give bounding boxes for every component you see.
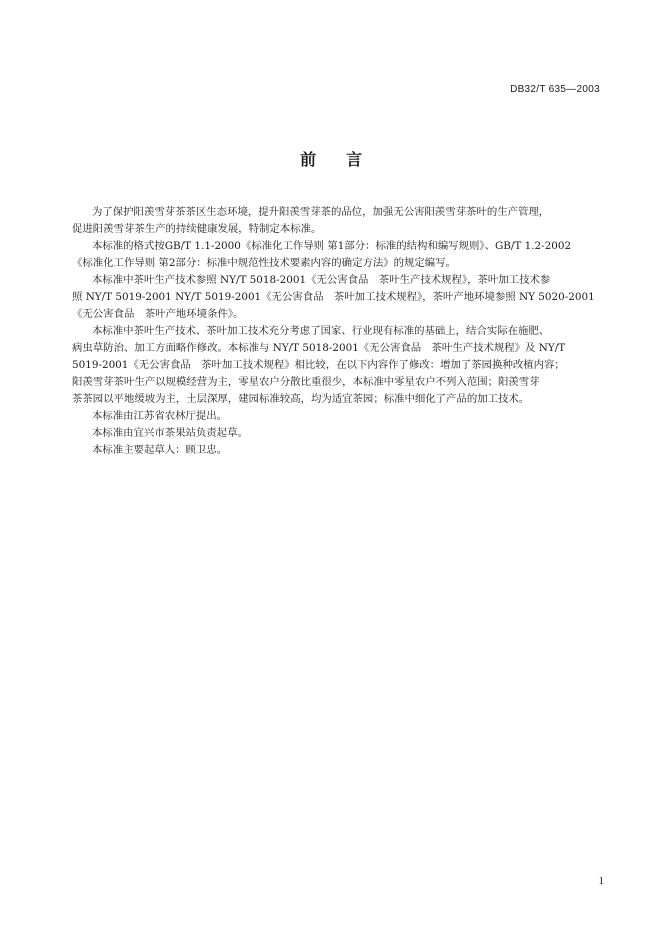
- text-line: 5019-2001《无公害食品 茶叶加工技术规程》相比较，在以下内容作了修改：增加了茶园换种改植内容；: [72, 359, 565, 371]
- text-line: 本标准主要起草人：顾卫忠。: [92, 444, 228, 456]
- text-line: 《无公害食品 茶叶产地环境条件》。: [72, 308, 244, 320]
- text-line: 《标准化工作导则 第2部分：标准中规范性技术要素内容的确定方法》的规定编写。: [72, 257, 456, 269]
- text-line: 本标准的格式按GB/T 1.1-2000《标准化工作导则 第1部分：标准的结构和编写规则》、GB/T 1.2-2002: [92, 240, 572, 252]
- page-number: 1: [598, 875, 604, 887]
- text-line: 促进阳羡雪芽茶生产的持续健康发展，特制定本标准。: [72, 223, 322, 235]
- text-line: 阳羡雪芽茶叶生产以规模经营为主，零星农户分散比重很少，本标准中零星农户不列入范围；阳羡雪芽: [72, 376, 540, 388]
- standard-code: DB32/T 635—2003: [510, 84, 600, 95]
- text-line: 病虫草防治、加工方面略作修改。本标准与 NY/T 5018-2001《无公害食品 茶叶生产技术规程》及 NY/T: [72, 342, 566, 354]
- foreword-body: [72, 204, 604, 459]
- text-line: 茶茶园以平地缓坡为主，土层深厚，建园标准较高，均为适宜茶园；标准中细化了产品的加工技术。: [72, 393, 530, 405]
- text-line: 本标准由宜兴市茶果站负责起草。: [92, 427, 248, 439]
- text-line: 本标准由江苏省农林厅提出。: [92, 410, 228, 422]
- text-line: 本标准中茶叶生产技术、茶叶加工技术充分考虑了国家、行业现有标准的基础上，结合实际在施肥、: [92, 325, 550, 337]
- text-line: 照 NY/T 5019-2001 NY/T 5019-2001《无公害食品 茶叶加工技术规程》，茶叶产地环境参照 NY 5020-2001: [72, 291, 595, 303]
- text-line: 为了保护阳羡雪芽茶茶区生态环境，提升阳羡雪芽茶的品位，加强无公害阳羡雪芽茶叶的生产管理，: [92, 206, 550, 218]
- text-line: 本标准中茶叶生产技术参照 NY/T 5018-2001《无公害食品 茶叶生产技术规程》，茶叶加工技术参: [92, 274, 551, 286]
- page-title: 前言: [299, 150, 392, 169]
